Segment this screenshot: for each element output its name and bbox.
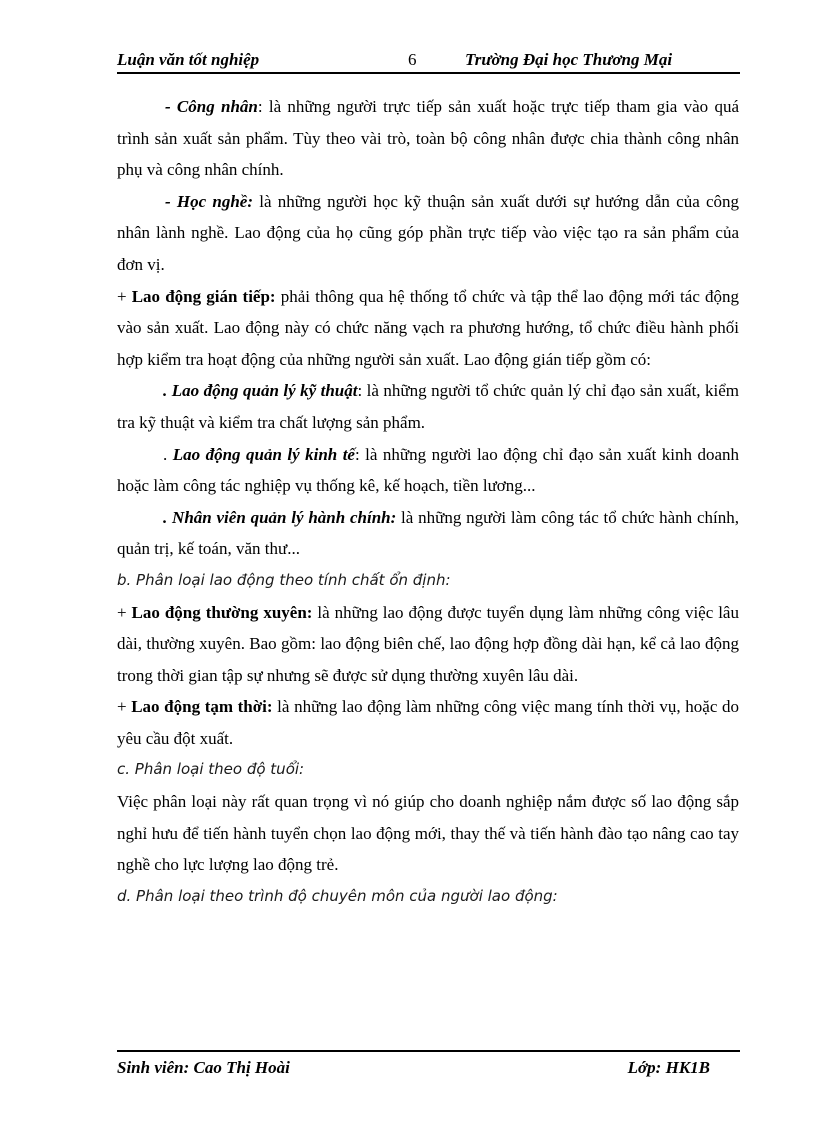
term-nv-hanh-chinh: . Nhân viên quản lý hành chính: [163, 507, 397, 527]
paragraph-do-tuoi: Việc phân loại này rất quan trọng vì nó giúp cho doanh nghiệp nắm được số lao động sắp nghỉ hưu để tiến hành tuyển chọn lao động mới, thay thế và tiến hành đào tạo nâng cao tay nghề cho lực lượng lao động trẻ. [117, 792, 739, 875]
term-hoc-nghe: - Học nghề: [165, 191, 254, 211]
paragraph-ql-ky-thuat: . Lao động quản lý kỹ thuật: là những người tổ chức quản lý chỉ đạo sản xuất, kiểm tra kỹ thuật và kiểm tra chất lượng sản phẩm. [117, 381, 740, 432]
heading-b: b. Phân loại lao động theo tính chất ổn định: [117, 570, 451, 589]
paragraph-ql-kinh-te: . Lao động quản lý kinh tế: là những người lao động chỉ đạo sản xuất kinh doanh hoặc làm công tác nghiệp vụ thống kê, kế hoạch, tiền lương... [117, 444, 739, 496]
paragraph-hoc-nghe: - Học nghề: là những người học kỹ thuận sản xuất dưới sự hướng dẫn của công nhân lành nghề. Lao động của họ cũng góp phần trực tiếp vào việc tạo ra sản phẩm của đơn vị. [117, 191, 740, 274]
footer-student-name: Sinh viên: Cao Thị Hoài [117, 1058, 290, 1077]
page-footer [117, 1050, 740, 1082]
paragraph-tam-thoi: + Lao động tạm thời: là những lao động làm những công việc mang tính thời vụ, hoặc do yêu cầu đột xuất. [117, 697, 740, 748]
term-tam-thoi: Lao động tạm thời: [131, 697, 273, 717]
term-cong-nhan: - Công nhân [165, 97, 258, 116]
page-header [117, 48, 740, 74]
paragraph-lao-dong-gian-tiep: + Lao động gián tiếp: phải thông qua hệ thống tổ chức và tập thể lao động mới tác động vào sản xuất. Lao động này có chức năng vạch ra phương hướng, tổ chức điều hành phối hợp kiểm tra hoạt động của những người sản xuất. Lao động gián tiếp gồm có: [117, 286, 739, 369]
paragraph-cong-nhan: - Công nhân: là những người trực tiếp sản xuất hoặc trực tiếp tham gia vào quá trình sản xuất sản phẩm. Tùy theo vài trò, toàn bộ công nhân được chia thành công nhân phụ và công nhân chính. [117, 97, 739, 180]
term-ql-ky-thuat: . Lao động quản lý kỹ thuật [163, 381, 358, 401]
heading-d: d. Phân loại theo trình độ chuyên môn của người lao động: [117, 886, 558, 905]
page-number: 6 [408, 50, 417, 69]
page-body [117, 91, 739, 912]
term-lao-dong-gian-tiep: Lao động gián tiếp: [131, 286, 276, 306]
footer-class: Lớp: HK1B [627, 1058, 710, 1077]
term-thuong-xuyen: Lao động thường xuyên: [131, 602, 313, 622]
paragraph-thuong-xuyen: + Lao động thường xuyên: là những lao động được tuyển dụng làm những công việc lâu dài, thường xuyên. Bao gồm: lao động biên chế, lao động hợp đồng dài hạn, kể cả lao động trong thời gian tập sự nhưng sẽ được sử dụng thường xuyên lâu dài. [117, 602, 739, 685]
header-thesis-title: Luận văn tốt nghiệp [117, 50, 260, 69]
header-university: Trường Đại học Thương Mại [465, 50, 673, 69]
paragraph-nv-hanh-chinh: . Nhân viên quản lý hành chính: là những người làm công tác tổ chức hành chính, quản trị, kế toán, văn thư... [117, 507, 739, 559]
term-ql-kinh-te: Lao động quản lý kinh tế [172, 444, 355, 464]
heading-c: c. Phân loại theo độ tuổi: [117, 760, 305, 779]
